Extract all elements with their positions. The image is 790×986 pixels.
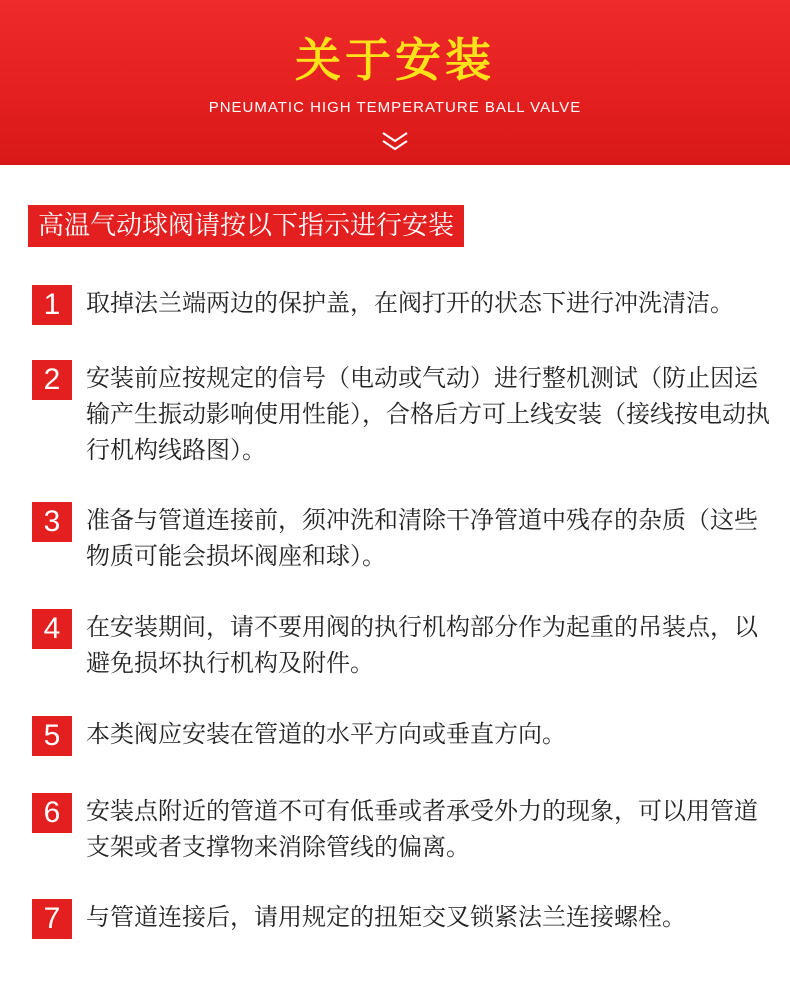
step-number-badge: 5 [32,716,72,756]
step-number-badge: 1 [32,285,72,325]
instruction-text: 本类阀应安装在管道的水平方向或垂直方向。 [86,720,566,748]
step-number-badge: 6 [32,793,72,833]
double-chevron-down-icon [380,130,410,152]
page-subtitle: PNEUMATIC HIGH TEMPERATURE BALL VALVE [208,99,582,116]
instruction-text: 安装点附近的管道不可有低垂或者承受外力的现象，可以用管道支架或者支撑物来消除管线的偏离。 [86,797,758,861]
instruction-text: 准备与管道连接前，须冲洗和清除干净管道中残存的杂质（这些物质可能会损坏阀座和球）。 [86,506,758,570]
header-banner [0,0,790,165]
instruction-text: 安装前应按规定的信号（电动或气动）进行整机测试（防止因运输产生振动影响使用性能），合格后方可上线安装（接线按电动执行机构线路图）。 [86,364,770,464]
step-number-badge: 3 [32,502,72,542]
page-title: 关于安装 [295,33,495,87]
section-heading: 高温气动球阀请按以下指示进行安装 [28,205,464,247]
step-number-badge: 7 [32,899,72,939]
step-number-badge: 2 [32,360,72,400]
step-number-badge: 4 [32,609,72,649]
instruction-text: 取掉法兰端两边的保护盖，在阀打开的状态下进行冲洗清洁。 [86,289,734,317]
instruction-text: 在安装期间，请不要用阀的执行机构部分作为起重的吊装点，以避免损坏执行机构及附件。 [86,613,758,677]
instruction-text: 与管道连接后，请用规定的扭矩交叉锁紧法兰连接螺栓。 [86,903,686,931]
